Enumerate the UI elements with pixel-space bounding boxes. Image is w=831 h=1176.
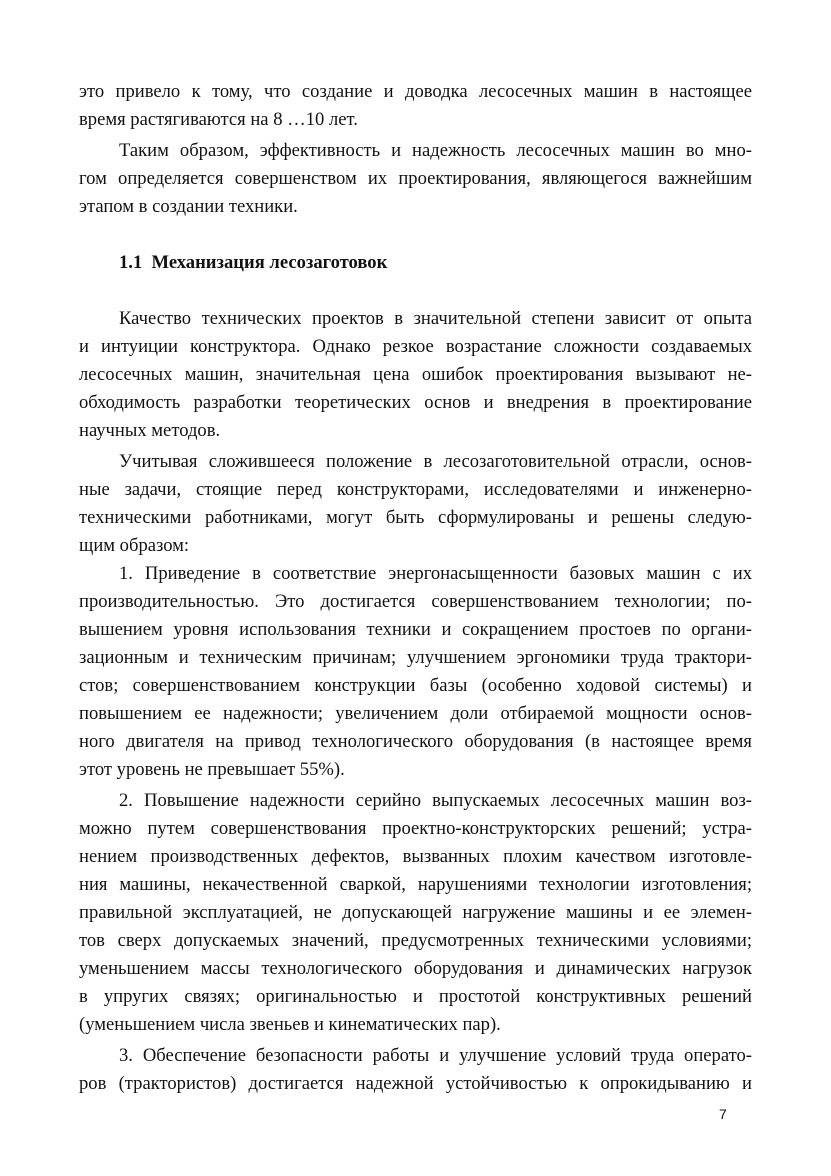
list-item-paragraph <box>79 560 752 784</box>
text-line: нением производственных дефектов, вызванных плохим качеством изготовле- <box>79 846 752 867</box>
text-line: ния машины, некачественной сваркой, нарушениями технологии изготовления; <box>79 874 752 895</box>
text-line: 2. Повышение надежности серийно выпускаемых лесосечных машин воз- <box>119 790 752 811</box>
section-number: 1.1 <box>119 252 143 273</box>
paragraph <box>79 137 752 221</box>
text-line: этот уровень не превышает 55%). <box>79 759 345 780</box>
text-line: вышением уровня использования техники и сокращением простоев по органи- <box>79 619 752 640</box>
text-line: техническими работниками, могут быть сформулированы и решены следую- <box>79 507 752 528</box>
text-line: ного двигателя на привод технологического оборудования (в настоящее время <box>79 731 752 752</box>
text-line: (уменьшением числа звеньев и кинематических пар). <box>79 1014 501 1035</box>
text-line: 1. Приведение в соответствие энергонасыщенности базовых машин с их <box>119 563 752 584</box>
text-line: научных методов. <box>79 420 221 441</box>
page-number: 7 <box>719 1106 727 1122</box>
text-line: повышением ее надежности; увеличением доли отбираемой мощности основ- <box>79 703 752 724</box>
text-line: стов; совершенствованием конструкции базы (особенно ходовой системы) и <box>79 675 752 696</box>
text-line: 3. Обеспечение безопасности работы и улучшение условий труда операто- <box>119 1045 752 1066</box>
text-line: зационным и техническим причинам; улучшением эргономики труда трактори- <box>79 647 752 668</box>
text-line: гом определяется совершенством их проектирования, являющегося важнейшим <box>79 168 752 189</box>
text-line: обходимость разработки теоретических основ и внедрения в проектирование <box>79 392 752 413</box>
text-line: Таким образом, эффективность и надежность лесосечных машин во мно- <box>119 140 752 161</box>
paragraph <box>79 305 752 445</box>
section-title: Механизация лесозаготовок <box>151 252 388 273</box>
text-line: время растягиваются на 8 …10 лет. <box>79 109 358 130</box>
list-item-paragraph <box>79 787 752 1039</box>
text-line: лесосечных машин, значительная цена ошибок проектирования вызывают не- <box>79 364 752 385</box>
text-line: тов сверх допускаемых значений, предусмотренных техническими условиями; <box>79 930 752 951</box>
paragraph <box>79 448 752 560</box>
text-line: производительностью. Это достигается совершенствованием технологии; по- <box>79 591 752 612</box>
text-line: ров (трактористов) достигается надежной устойчивостью к опрокидыванию и <box>79 1073 752 1094</box>
list-item-paragraph <box>79 1042 752 1098</box>
text-line: уменьшением массы технологического оборудования и динамических нагрузок <box>79 958 752 979</box>
text-line: можно путем совершенствования проектно-конструкторских решений; устра- <box>79 818 752 839</box>
text-line: это привело к тому, что создание и доводка лесосечных машин в настоящее <box>79 81 752 102</box>
text-line: ные задачи, стоящие перед конструкторами, исследователями и инженерно- <box>79 479 752 500</box>
text-line: правильной эксплуатацией, не допускающей нагружение машины и ее элемен- <box>79 902 752 923</box>
text-line: в упругих связях; оригинальностью и простотой конструктивных решений <box>79 986 752 1007</box>
document-page <box>79 78 752 1098</box>
section-heading <box>79 249 752 277</box>
text-line: Учитывая сложившееся положение в лесозаготовительной отрасли, основ- <box>119 451 752 472</box>
paragraph-continuation <box>79 78 752 134</box>
text-line: и интуиции конструктора. Однако резкое возрастание сложности создаваемых <box>79 336 752 357</box>
text-line: этапом в создании техники. <box>79 196 298 217</box>
text-line: щим образом: <box>79 535 190 556</box>
text-line: Качество технических проектов в значительной степени зависит от опыта <box>119 308 752 329</box>
